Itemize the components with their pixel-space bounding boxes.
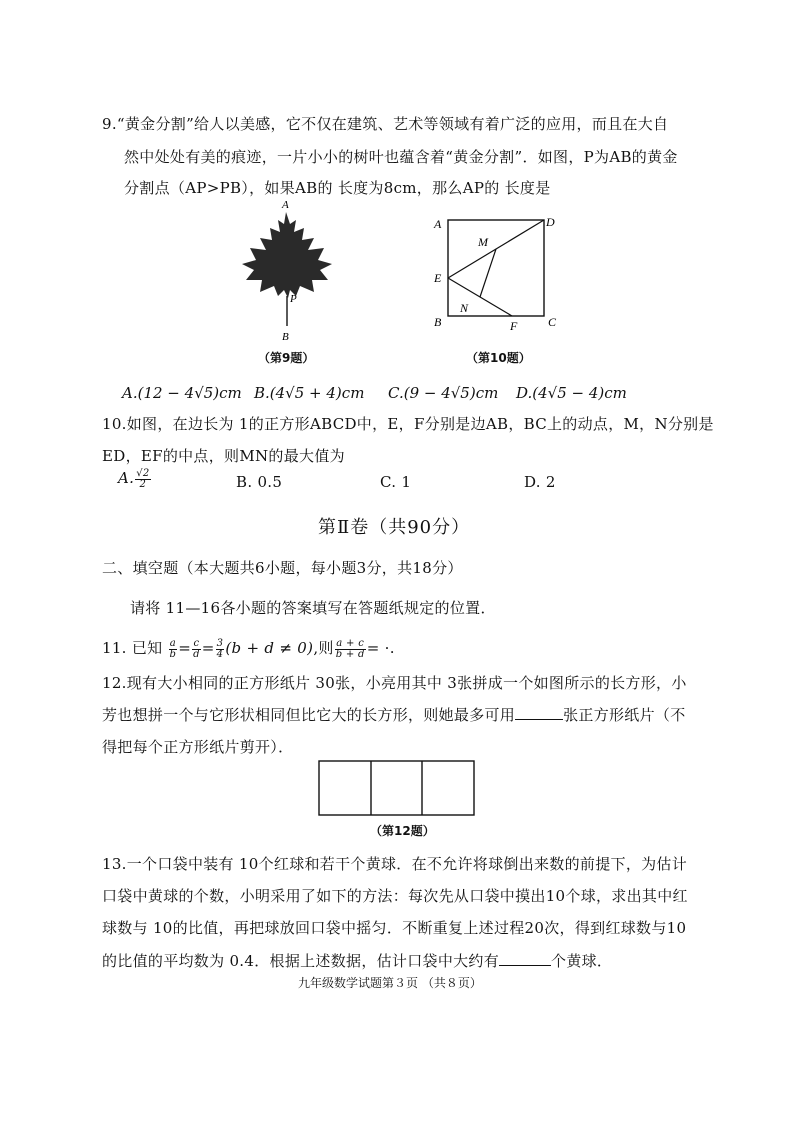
q12-text-line2 — [102, 705, 686, 725]
square-label-f: F — [510, 319, 518, 333]
q11-then: ,则 — [313, 639, 334, 657]
q10-option-d: D. 2 — [524, 473, 556, 491]
square-label-c: C — [548, 315, 557, 329]
q11-condition: (b + d ≠ 0) — [225, 639, 314, 657]
q11-f3-den: 4 — [216, 648, 224, 660]
q10-figure-caption: （第10题） — [466, 351, 531, 365]
q10-option-a-fraction — [135, 469, 150, 490]
q13-text-line4 — [102, 951, 612, 971]
q11-text — [102, 638, 395, 660]
q9-option-b: B.(4√5 + 4)cm — [254, 384, 365, 402]
q11-f1-num: a — [169, 637, 176, 649]
q9-text-line1: 9.“黄金分割”给人以美感，它不仅在建筑、艺术等领域有着广泛的应用，而且在大自 — [102, 115, 669, 133]
q13-answer-blank[interactable] — [499, 951, 551, 966]
q13-line4-after: 个黄球． — [551, 952, 613, 970]
q11-fraction-c-d — [192, 639, 201, 660]
q12-text-line3: 得把每个正方形纸片剪开）． — [102, 738, 294, 756]
q12-answer-blank[interactable] — [515, 705, 563, 720]
q9-text-line2: 然中处处有美的痕迹，一片小小的树叶也蕴含着“黄金分割”．如图，P为AB的黄金 — [124, 148, 678, 166]
q11-f4-den: b + d — [335, 648, 365, 660]
square-figure — [428, 212, 568, 336]
rectangle-figure — [318, 760, 476, 818]
q12-figure-caption: （第12题） — [370, 824, 435, 838]
square-label-d: D — [546, 215, 555, 229]
q10-text-line2: ED，EF的中点，则MN的最大值为 — [102, 447, 345, 465]
page-footer: 九年级数学试题第３页 （共８页） — [298, 976, 482, 990]
q11-fraction-a-b — [169, 639, 178, 660]
leaf-figure — [232, 198, 342, 346]
q12-text-line1: 12.现有大小相同的正方形纸片 30张，小亮用其中 3张拼成一个如图所示的长方形，小 — [102, 674, 687, 692]
q10-option-a-prefix: A. — [118, 469, 135, 487]
q11-fraction-3-4 — [216, 639, 225, 660]
q11-f3-num: 3 — [216, 637, 224, 649]
square-label-a: A — [434, 217, 442, 231]
part2-instruction: 请将 11—16各小题的答案填写在答题纸规定的位置． — [130, 599, 496, 617]
q10-option-a-denominator: 2 — [139, 478, 147, 490]
q11-prefix: 11. 已知 — [102, 639, 163, 657]
q9-option-c: C.(9 − 4√5)cm — [388, 384, 499, 402]
q10-option-c: C. 1 — [380, 473, 412, 491]
q13-text-line2: 口袋中黄球的个数，小明采用了如下的方法：每次先从口袋中摸出10个球，求出其中红 — [102, 887, 688, 905]
q13-text-line3: 球数与 10的比值，再把球放回口袋中摇匀．不断重复上述过程20次，得到红球数与10 — [102, 919, 687, 937]
square-label-e: E — [434, 271, 442, 285]
leaf-label-p: P — [290, 293, 297, 305]
q12-line2-after: 张正方形纸片（不 — [563, 706, 686, 724]
q11-f1-den: b — [169, 648, 177, 660]
leaf-label-a: A — [282, 199, 289, 211]
square-label-b: B — [434, 315, 442, 329]
q9-option-d: D.(4√5 − 4)cm — [516, 384, 627, 402]
rectangle-outline — [319, 761, 474, 815]
q11-fraction-sum — [335, 639, 366, 660]
q11-f2-den: d — [193, 648, 200, 660]
q11-eq2: = — [201, 639, 215, 657]
q11-f2-num: c — [193, 637, 200, 649]
q9-figure-caption: （第9题） — [258, 351, 315, 365]
segment-mn — [480, 249, 496, 297]
section-title: 第Ⅱ卷（共90分） — [318, 517, 471, 538]
q11-eq1: = — [178, 639, 192, 657]
part2-heading: 二、填空题（本大题共6小题，每小题3分，共18分） — [102, 559, 463, 577]
q11-tail: = ·. — [366, 639, 395, 657]
leaf-label-b: B — [282, 331, 289, 343]
q10-text-line1: 10.如图，在边长为 1的正方形ABCD中，E，F分别是边AB，BC上的动点，M，N分别是 — [102, 415, 714, 433]
q10-option-a-numerator: √2 — [136, 467, 150, 479]
q9-option-a: A.(12 − 4√5)cm — [122, 384, 242, 402]
q13-text-line1: 13.一个口袋中装有 10个红球和若干个黄球．在不允许将球倒出来数的前提下，为估计 — [102, 855, 688, 873]
q13-line4-before: 的比值的平均数为 0.4．根据上述数据，估计口袋中大约有 — [102, 952, 500, 970]
q9-text-line3: 分割点（AP>PB），如果AB的 长度为8cm，那么AP的 长度是 — [124, 179, 551, 197]
square-label-n: N — [460, 301, 469, 315]
q10-option-b: B. 0.5 — [236, 473, 283, 491]
q10-option-a — [118, 468, 152, 490]
q12-line2-before: 芳也想拼一个与它形状相同但比它大的长方形，则她最多可用 — [102, 706, 516, 724]
leaf-shape — [242, 212, 332, 298]
square-label-m: M — [478, 235, 488, 249]
q11-f4-num: a + c — [336, 637, 365, 649]
